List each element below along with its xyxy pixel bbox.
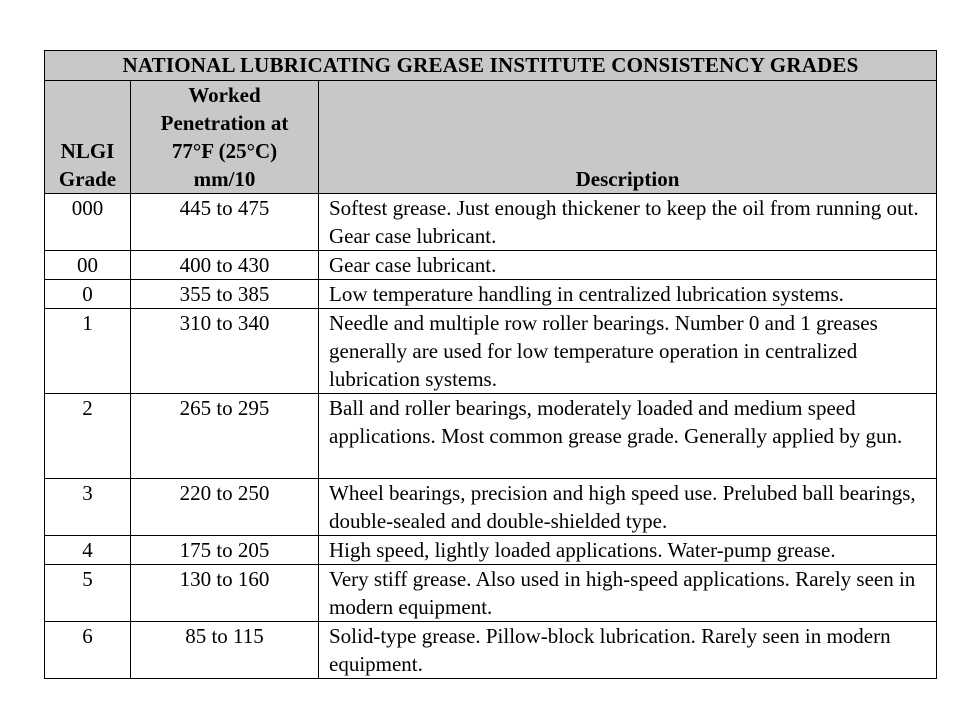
table-row xyxy=(45,622,937,679)
grade-cell: 1 xyxy=(45,309,131,394)
header-worked-penetration xyxy=(131,81,319,194)
header-pen-line4: mm/10 xyxy=(193,167,256,191)
grade-cell: 6 xyxy=(45,622,131,679)
header-pen-line3: 77°F (25°C) xyxy=(171,139,278,163)
penetration-cell: 175 to 205 xyxy=(131,536,319,565)
table-row xyxy=(45,194,937,251)
description-cell: Softest grease. Just enough thickener to keep the oil from running out. Gear case lubricant. xyxy=(319,194,937,251)
penetration-cell: 130 to 160 xyxy=(131,565,319,622)
header-grade-line2: Grade xyxy=(58,167,117,191)
table-row xyxy=(45,565,937,622)
grade-cell: 3 xyxy=(45,479,131,536)
table-row xyxy=(45,309,937,394)
table-row xyxy=(45,394,937,479)
header-description: Description xyxy=(319,81,937,194)
description-cell: Gear case lubricant. xyxy=(319,251,937,280)
header-pen-line1: Worked xyxy=(188,83,261,107)
description-cell: Solid-type grease. Pillow-block lubrication. Rarely seen in modern equipment. xyxy=(319,622,937,679)
penetration-cell: 355 to 385 xyxy=(131,280,319,309)
table-row xyxy=(45,251,937,280)
description-cell: Needle and multiple row roller bearings. Number 0 and 1 greases generally are used for low temperature operation in centralized lubrication systems. xyxy=(319,309,937,394)
table-row xyxy=(45,536,937,565)
header-pen-line2: Penetration at xyxy=(160,111,289,135)
description-cell: High speed, lightly loaded applications. Water-pump grease. xyxy=(319,536,937,565)
table-row xyxy=(45,280,937,309)
description-cell: Very stiff grease. Also used in high-speed applications. Rarely seen in modern equipment. xyxy=(319,565,937,622)
nlgi-consistency-table xyxy=(44,50,937,679)
header-grade-line1: NLGI xyxy=(60,139,115,163)
table-row xyxy=(45,479,937,536)
header-nlgi-grade xyxy=(45,81,131,194)
grade-cell: 2 xyxy=(45,394,131,479)
grade-cell: 00 xyxy=(45,251,131,280)
table-title: NATIONAL LUBRICATING GREASE INSTITUTE CONSISTENCY GRADES xyxy=(45,51,937,81)
grade-cell: 0 xyxy=(45,280,131,309)
grade-cell: 5 xyxy=(45,565,131,622)
penetration-cell: 85 to 115 xyxy=(131,622,319,679)
penetration-cell: 310 to 340 xyxy=(131,309,319,394)
penetration-cell: 400 to 430 xyxy=(131,251,319,280)
penetration-cell: 265 to 295 xyxy=(131,394,319,479)
description-cell: Low temperature handling in centralized lubrication systems. xyxy=(319,280,937,309)
penetration-cell: 445 to 475 xyxy=(131,194,319,251)
grade-cell: 000 xyxy=(45,194,131,251)
description-cell: Ball and roller bearings, moderately loaded and medium speed applications. Most common grease grade. Generally applied by gun. xyxy=(319,394,937,479)
description-cell: Wheel bearings, precision and high speed use. Prelubed ball bearings, double-sealed and double-shielded type. xyxy=(319,479,937,536)
grade-cell: 4 xyxy=(45,536,131,565)
penetration-cell: 220 to 250 xyxy=(131,479,319,536)
